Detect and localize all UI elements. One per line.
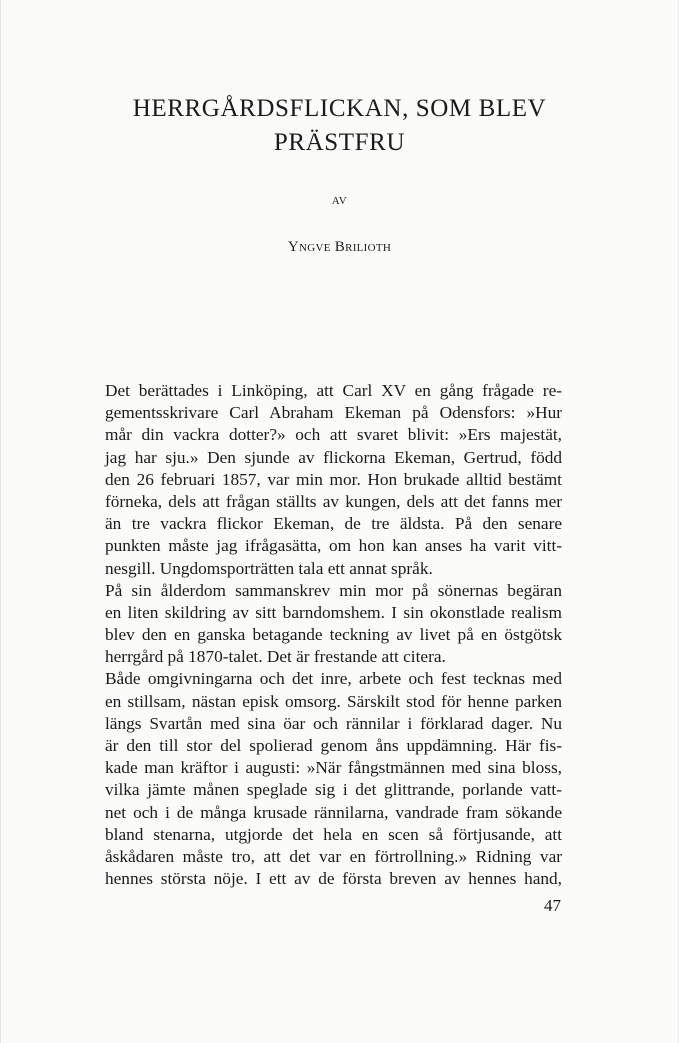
body-line: mår din vackra dotter?» och att svaret blivit: »Ers majestät, [105, 425, 562, 445]
body-text [105, 380, 562, 890]
body-line: nesgill. Ungdomsporträtten tala ett annat språk. [105, 558, 433, 578]
body-line: förneka, dels att frågan ställts av kungen, dels att det fanns mer [105, 491, 562, 511]
body-line: är den till stor del spolierad genom åns uppdämning. Här fis- [105, 736, 562, 755]
body-line: net och i de många krusade rännilarna, vandrade fram sökande [105, 802, 562, 822]
body-line: Både omgivningarna och det inre, arbete och fest tecknas med [105, 669, 562, 689]
body-line: Det berättades i Linköping, att Carl XV en gång frågade re- [105, 381, 562, 400]
body-line: punkten måste jag ifrågasätta, om hon kan anses ha varit vitt- [105, 536, 562, 556]
body-line: blev den en ganska betagande teckning av livet på en östgötsk [105, 625, 562, 645]
body-line: hennes största nöje. I ett av de första breven av hennes hand, [105, 869, 562, 889]
article-title-line-2: PRÄSTFRU [273, 129, 406, 156]
body-line: en liten skildring av sitt barndomshem. I sin okonstlade realism [105, 602, 562, 622]
body-line: en stillsam, nästan episk omsorg. Särskilt stod för henne parken [105, 691, 562, 711]
body-line: På sin ålderdom sammanskrev min mor på sönernas begäran [105, 580, 562, 600]
byline: AV [331, 195, 348, 207]
body-line: jag har sju.» Den sjunde av flickorna Ekeman, Gertrud, född [105, 447, 562, 467]
body-line: kade man kräftor i augusti: »När fångstmännen med sina bloss, [105, 758, 562, 778]
body-line: än tre vackra flickor Ekeman, de tre äldsta. På den senare [105, 514, 562, 534]
body-line: längs Svartån med sina öar och rännilar i förklarad dager. Nu [105, 713, 562, 733]
body-line: åskådaren måste tro, att det var en förtrollning.» Ridning var [105, 846, 562, 866]
body-line: gementsskrivare Carl Abraham Ekeman på Odensfors: »Hur [105, 403, 562, 423]
body-line: herrgård på 1870-talet. Det är frestande att citera. [105, 647, 446, 667]
body-line: den 26 februari 1857, var min mor. Hon brukade alltid bestämt [105, 469, 562, 489]
page-number: 47 [544, 896, 561, 915]
article-title-line-1: HERRGÅRDSFLICKAN, SOM BLEV [132, 95, 547, 122]
author-name: Yngve Brilioth [287, 239, 392, 255]
body-line: bland stenarna, utgjorde det hela en scen så förtjusande, att [105, 824, 562, 844]
body-line: vilka jämte månen speglade sig i det glittrande, porlande vatt- [105, 780, 562, 800]
